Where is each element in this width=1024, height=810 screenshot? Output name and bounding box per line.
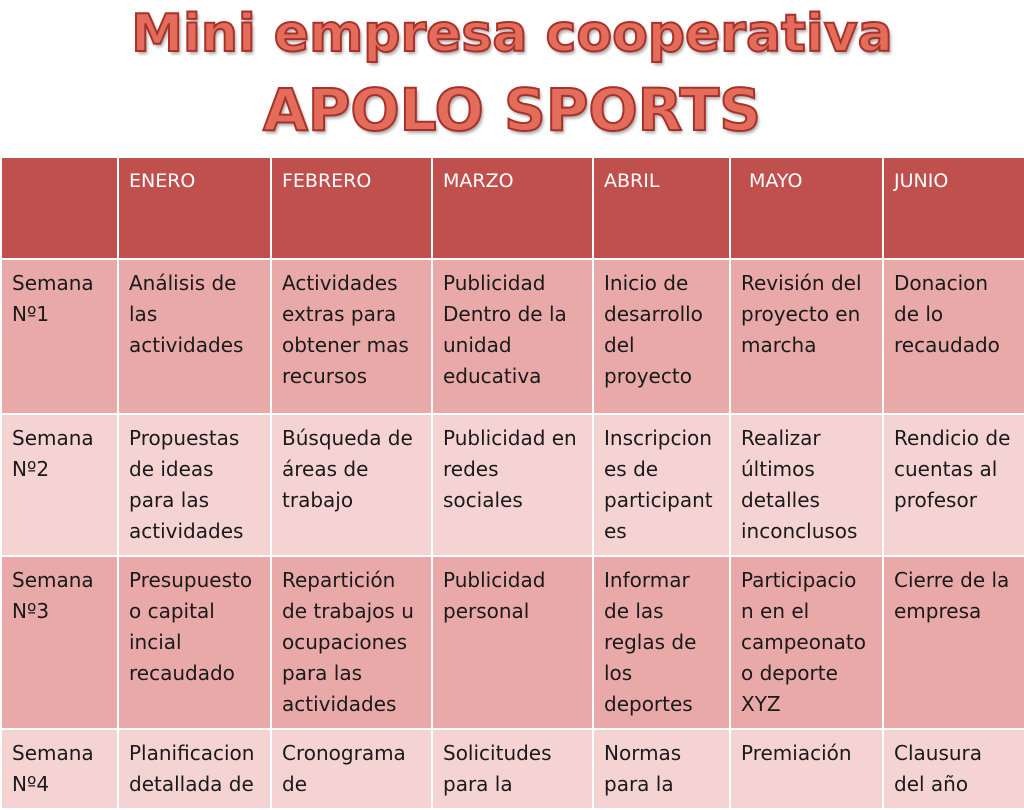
week-label: Semana Nº4	[1, 729, 118, 809]
table-cell: Repartición de trabajos u ocupaciones para las actividades	[271, 556, 432, 729]
table-cell: Cierre de la empresa	[883, 556, 1024, 729]
table-cell: Actividades extras para obtener mas recursos	[271, 259, 432, 414]
table-cell: Publicidad personal	[432, 556, 593, 729]
table-cell: Cronograma de	[271, 729, 432, 809]
table-row	[1, 556, 1024, 729]
table-cell: Solicitudes para la	[432, 729, 593, 809]
header-junio: JUNIO	[883, 157, 1024, 259]
schedule-table	[0, 156, 1024, 810]
table-cell: Premiación	[730, 729, 883, 809]
page-subtitle: APOLO SPORTS	[262, 76, 762, 144]
table-cell: Donacion de lo recaudado	[883, 259, 1024, 414]
table-row	[1, 259, 1024, 414]
page-title: Mini empresa cooperativa	[131, 4, 893, 64]
table-cell: Búsqueda de áreas de trabajo	[271, 414, 432, 556]
table-cell: Realizar últimos detalles inconclusos	[730, 414, 883, 556]
table-cell: Rendicio de cuentas al profesor	[883, 414, 1024, 556]
table-cell: Presupuesto o capital incial recaudado	[118, 556, 271, 729]
header-abril: ABRIL	[593, 157, 730, 259]
header-corner	[1, 157, 118, 259]
week-label: Semana Nº3	[1, 556, 118, 729]
table-header-row	[1, 157, 1024, 259]
table-cell: Propuestas de ideas para las actividades	[118, 414, 271, 556]
table-cell: Publicidad en redes sociales	[432, 414, 593, 556]
table-cell: Normas para la	[593, 729, 730, 809]
header-febrero: FEBRERO	[271, 157, 432, 259]
header-marzo: MARZO	[432, 157, 593, 259]
week-label: Semana Nº1	[1, 259, 118, 414]
table-cell: Informar de las reglas de los deportes	[593, 556, 730, 729]
week-label: Semana Nº2	[1, 414, 118, 556]
table-cell: Planificacion detallada de	[118, 729, 271, 809]
table-row	[1, 414, 1024, 556]
table-cell: Publicidad Dentro de la unidad educativa	[432, 259, 593, 414]
header-mayo: MAYO	[730, 157, 883, 259]
table-cell: Análisis de las actividades	[118, 259, 271, 414]
table-cell: Clausura del año	[883, 729, 1024, 809]
table-cell: Inscripcion es de participant es	[593, 414, 730, 556]
table-cell: Inicio de desarrollo del proyecto	[593, 259, 730, 414]
table-cell: Participacio n en el campeonato o deporte XYZ	[730, 556, 883, 729]
table-row	[1, 729, 1024, 809]
header-enero: ENERO	[118, 157, 271, 259]
title-block	[0, 0, 1024, 158]
table-cell: Revisión del proyecto en marcha	[730, 259, 883, 414]
